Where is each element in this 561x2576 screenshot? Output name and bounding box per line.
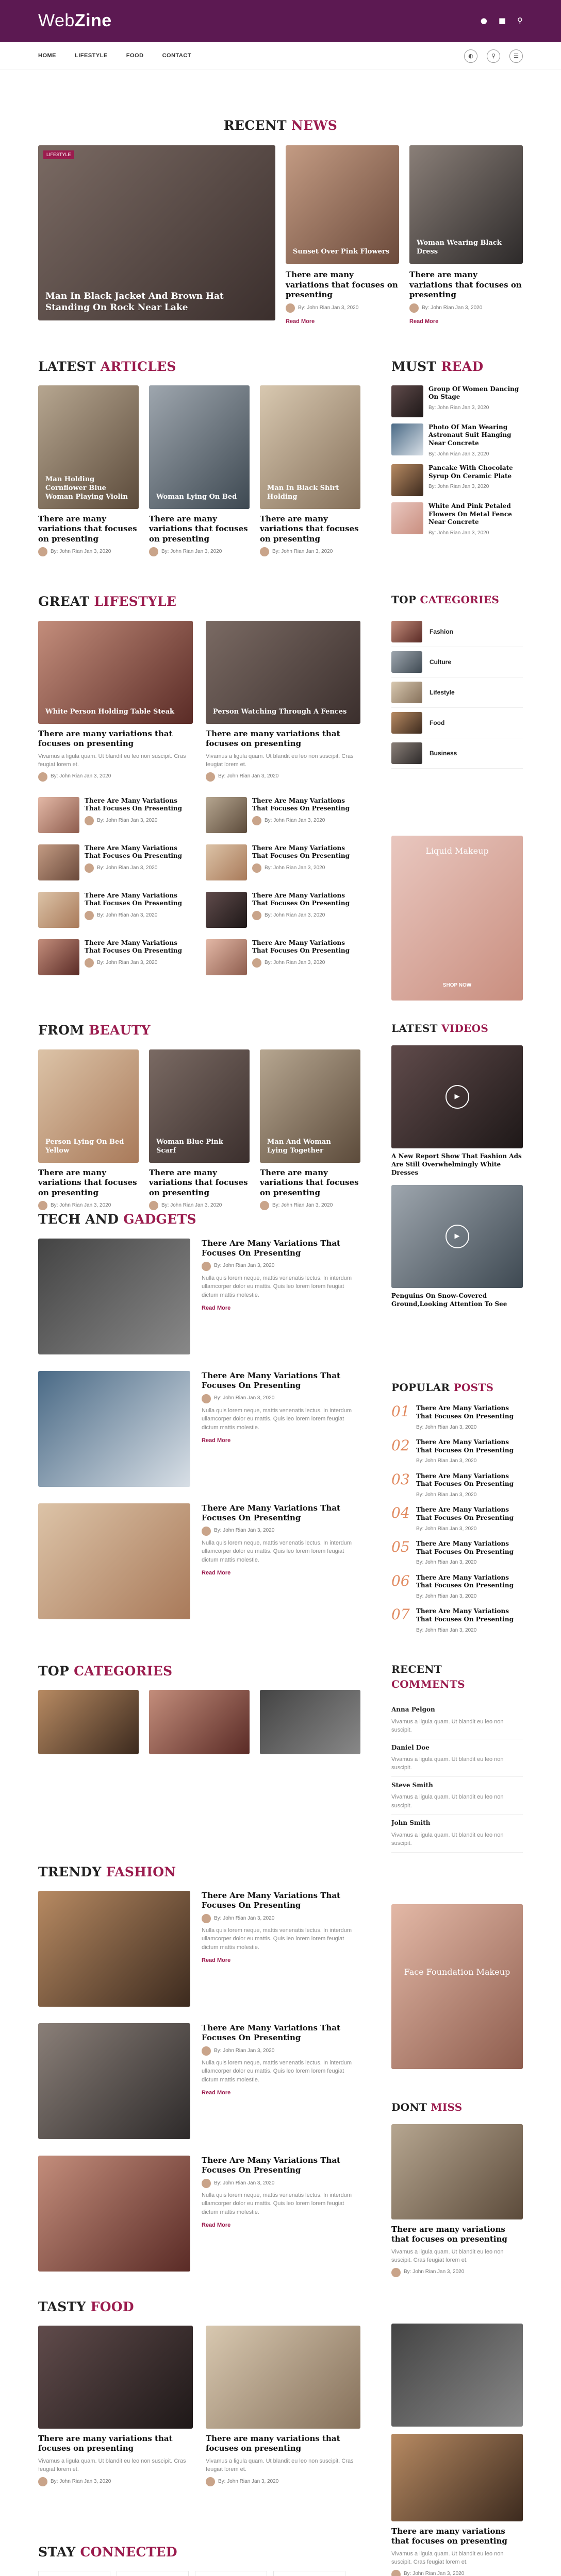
- avatar: [85, 863, 94, 873]
- comment-text: Vivamus a ligula quam. Ut blandit eu leo non suscipit.: [391, 1756, 504, 1771]
- twitter-follow[interactable]: [117, 2571, 189, 2576]
- excerpt: Nulla quis lorem neque, mattis venenatis lectus. In interdum ullamcorper dolor eu mattis. Quis leo lorem lorem feugiat dictum mattis molestie.: [202, 1539, 352, 1563]
- beauty-title[interactable]: There are many variations that focuses on presenting: [38, 1167, 137, 1197]
- byline: By: John Rian Jan 3, 2020: [214, 1263, 275, 1269]
- hero-title[interactable]: Man In Black Jacket And Brown Hat Standing On Rock Near Lake: [45, 291, 224, 313]
- beauty-title[interactable]: There are many variations that focuses on presenting: [260, 1167, 359, 1197]
- article-title[interactable]: There are many variations that focuses on presenting: [149, 514, 248, 544]
- avatar: [206, 772, 215, 782]
- article-overlay: Man In Black Shirt Holding: [267, 484, 339, 501]
- read-more-link[interactable]: Read More: [202, 1957, 231, 1964]
- beauty-overlay: Man And Woman Lying Together: [267, 1138, 331, 1155]
- category-food[interactable]: [391, 708, 523, 738]
- avatar: [206, 2477, 215, 2486]
- video-thumb[interactable]: [391, 1045, 523, 1148]
- thumb: [391, 742, 422, 764]
- byline: By: John Rian Jan 3, 2020: [214, 1528, 275, 1534]
- tech-post: [38, 1371, 360, 1487]
- comment-text: Vivamus a ligula quam. Ut blandit eu leo non suscipit.: [391, 1832, 504, 1847]
- list-item[interactable]: [206, 939, 360, 975]
- byline: By: John Rian Jan 3, 2020: [416, 1560, 477, 1566]
- hero-image[interactable]: [38, 145, 275, 320]
- read-more-link[interactable]: Read More: [286, 318, 315, 325]
- byline: By: John Rian Jan 3, 2020: [422, 304, 483, 311]
- rank: 05: [391, 1538, 410, 1556]
- article-image[interactable]: [149, 385, 250, 509]
- menu-icon[interactable]: ☰: [509, 49, 523, 63]
- fashion-post: [38, 1891, 360, 2007]
- item-title: There Are Many Variations That Focuses On Presenting: [252, 939, 350, 955]
- crowd-image[interactable]: [391, 2434, 523, 2521]
- tech-image[interactable]: [38, 1371, 190, 1487]
- byline: By: John Rian Jan 3, 2020: [97, 817, 158, 823]
- recent-news-section: [38, 70, 523, 327]
- item-title: Pancake With Chocolate Syrup On Ceramic Plate: [428, 464, 513, 480]
- avatar: [391, 2570, 401, 2576]
- byline: By: John Rian Jan 3, 2020: [416, 1526, 477, 1532]
- recent-news-heading: RECENT NEWS: [223, 118, 338, 133]
- popular-item[interactable]: [391, 1540, 523, 1567]
- fashion-post: [38, 2023, 360, 2139]
- thumb: [206, 797, 247, 833]
- cart-icon[interactable]: ■: [498, 16, 506, 26]
- must-read-item[interactable]: [391, 464, 523, 496]
- avatar: [260, 547, 269, 556]
- avatar: [85, 958, 94, 968]
- lifestyle-title[interactable]: There are many variations that focuses on presenting: [38, 728, 173, 749]
- video-thumb[interactable]: [391, 1185, 523, 1288]
- liquid-makeup-ad[interactable]: [391, 836, 523, 1001]
- article-image[interactable]: [38, 385, 139, 509]
- category-tile[interactable]: [38, 1690, 139, 1754]
- item-title: Group Of Women Dancing On Stage: [428, 385, 519, 401]
- item-title: White And Pink Petaled Flowers On Metal Fence Near Concrete: [428, 502, 512, 526]
- food-title[interactable]: There are many variations that focuses on presenting: [38, 2433, 173, 2453]
- shop-now-link[interactable]: SHOP NOW: [442, 982, 472, 988]
- fashion-post: [38, 2156, 360, 2272]
- dont-miss-image[interactable]: [391, 2124, 523, 2219]
- avatar: [286, 303, 295, 313]
- pinterest-follow[interactable]: [273, 2571, 345, 2576]
- nav-bar: [0, 42, 561, 70]
- byline: By: John Rian Jan 3, 2020: [265, 865, 325, 871]
- byline: By: John Rian Jan 3, 2020: [97, 912, 158, 918]
- beauty-image[interactable]: [149, 1049, 250, 1163]
- tech-post: [38, 1503, 360, 1619]
- excerpt: Nulla quis lorem neque, mattis venenatis lectus. In interdum ullamcorper dolor eu mattis. Quis leo lorem lorem feugiat dictum mattis molestie.: [202, 1407, 352, 1431]
- byline: By: John Rian Jan 3, 2020: [51, 773, 111, 779]
- lifestyle-title[interactable]: There are many variations that focuses on presenting: [206, 728, 340, 749]
- item-title: There Are Many Variations That Focuses On Presenting: [416, 1438, 514, 1454]
- must-read-item[interactable]: [391, 385, 523, 417]
- byline: By: John Rian Jan 3, 2020: [404, 2269, 465, 2275]
- avatar: [38, 2477, 47, 2486]
- list-item[interactable]: [38, 939, 193, 975]
- popular-item[interactable]: [391, 1438, 523, 1465]
- category-label: Business: [430, 749, 457, 757]
- play-icon[interactable]: ▶: [446, 1225, 469, 1248]
- tech-image[interactable]: [38, 1503, 190, 1619]
- byline: By: John Rian Jan 3, 2020: [428, 530, 489, 536]
- item-title: There Are Many Variations That Focuses On Presenting: [416, 1506, 514, 1521]
- byline: By: John Rian Jan 3, 2020: [214, 1395, 275, 1401]
- byline: By: John Rian Jan 3, 2020: [51, 2478, 111, 2484]
- lifestyle-overlay: Person Watching Through A Fences: [213, 707, 347, 716]
- food-title[interactable]: There are many variations that focuses on presenting: [206, 2433, 340, 2453]
- comment-author: Daniel Doe: [391, 1743, 430, 1751]
- read-more-link[interactable]: Read More: [202, 1305, 231, 1312]
- video-title[interactable]: A New Report Show That Fashion Ads Are Still Overwhelmingly White Dresses: [391, 1153, 522, 1176]
- list-item[interactable]: [206, 844, 360, 880]
- avatar: [202, 1527, 211, 1536]
- popular-item[interactable]: [391, 1472, 523, 1499]
- fashion-section: TRENDY FASHION There Are Many Variations That Focuses On Presenting By: John Rian Jan 3, 2020 Nulla quis lorem neque, mattis venenatis lectus. In interdum ullamcorper dolor eu mattis. Quis leo lorem lorem feugiat dictum mattis molestie. Read More There Are Many Variations That Focuses On Presenting By: John Rian Jan 3, 2020 Nulla quis lorem neque, mattis venenatis lectus. In interdum ullamcorper dolor eu mattis. Quis leo lorem lorem feugiat dictum mattis molestie. Read More There Are Many Variations That Focuses On Presenting By: John Rian Jan 3, 2020 Nulla quis lorem neque, mattis venenatis lectus. In interdum ullamcorper dolor eu mattis. Quis leo lorem lorem feugiat dictum mattis molestie. Read More Face Foundation Makeup DONT MISS There are many variations that focuses on presenting Vivamus a ligula quam. Ut blandit eu leo non suscipit. Cras feugiat lorem et. By: John Rian Jan 3, 2020: [38, 1863, 523, 2277]
- comment-text: Vivamus a ligula quam. Ut blandit eu leo non suscipit.: [391, 1794, 504, 1809]
- popular-item[interactable]: [391, 1607, 523, 1634]
- video-title[interactable]: Penguins On Snow-Covered Ground,Looking Attention To See: [391, 1292, 507, 1308]
- item-title: There Are Many Variations That Focuses On Presenting: [252, 796, 350, 812]
- beauty-section: FROM BEAUTY Person Lying On Bed Yellow There are many variations that focuses on presenting By: John Rian Jan 3, 2020 Woman Blue Pink Scarf There are many variations that focuses on presenting By: John Rian Jan 3, 2020 Man And Woman Lying Together There are many variations that focuses on presenting By: John Rian Jan 3, 2020 LATEST VIDEOS ▶ A New Report Show That Fashion Ads Are Still Overwhelmingly White Dresses ▶ Penguins On Snow-Covered Ground,Looking Attention To See: [38, 1021, 523, 1308]
- fashion-image[interactable]: [38, 2156, 190, 2272]
- thumb: [391, 712, 422, 734]
- thumb: [391, 651, 422, 673]
- stay-connected-section: STAY CONNECTED: [38, 2543, 523, 2576]
- food-image[interactable]: [206, 2326, 360, 2429]
- article-overlay: Man Holding Cornflower Blue Woman Playing Violin: [45, 476, 128, 501]
- user-icon[interactable]: ●: [480, 16, 487, 26]
- item-title: Photo Of Man Wearing Astronaut Suit Hanging Near Concrete: [428, 423, 512, 447]
- news-overlay: Woman Wearing Black Dress: [417, 239, 502, 256]
- popular-item[interactable]: [391, 1404, 523, 1431]
- byline: By: John Rian Jan 3, 2020: [428, 405, 489, 411]
- byline: By: John Rian Jan 3, 2020: [214, 1915, 275, 1921]
- logo-part-b: Zine: [74, 11, 112, 31]
- read-more-link[interactable]: Read More: [202, 2222, 231, 2229]
- beauty-image[interactable]: [38, 1049, 139, 1163]
- beauty-image[interactable]: [260, 1049, 360, 1163]
- excerpt: Vivamus a ligula quam. Ut blandit eu leo non suscipit. Cras feugiat lorem et.: [206, 753, 354, 768]
- lifestyle-image[interactable]: [206, 621, 360, 724]
- excerpt: Nulla quis lorem neque, mattis venenatis lectus. In interdum ullamcorper dolor eu mattis. Quis leo lorem lorem feugiat dictum mattis molestie.: [202, 2192, 352, 2215]
- logo-part-a: Web: [38, 11, 75, 31]
- tech-post: [38, 1239, 360, 1354]
- tech-image[interactable]: [38, 1239, 190, 1354]
- fashion-image[interactable]: [38, 1891, 190, 2007]
- avatar: [85, 816, 94, 825]
- item-title: There Are Many Variations That Focuses On Presenting: [252, 844, 350, 860]
- byline: By: John Rian Jan 3, 2020: [97, 865, 158, 871]
- beauty-overlay: Person Lying On Bed Yellow: [45, 1138, 124, 1155]
- comment-author: Steve Smith: [391, 1781, 433, 1789]
- thumb: [206, 939, 247, 975]
- excerpt: Vivamus a ligula quam. Ut blandit eu leo non suscipit. Cras feugiat lorem et.: [38, 2458, 186, 2473]
- byline: By: John Rian Jan 3, 2020: [416, 1627, 477, 1633]
- tech-title[interactable]: There Are Many Variations That Focuses On Presenting: [202, 1503, 340, 1523]
- nav-contact[interactable]: CONTACT: [162, 53, 192, 59]
- item-title: There Are Many Variations That Focuses On Presenting: [416, 1404, 514, 1420]
- top-bar: [0, 0, 561, 42]
- avatar: [202, 1914, 211, 1923]
- lifestyle-overlay: White Person Holding Table Steak: [45, 707, 175, 716]
- thumb: [391, 385, 423, 417]
- byline: By: John Rian Jan 3, 2020: [161, 1202, 222, 1208]
- item-title: There Are Many Variations That Focuses On Presenting: [416, 1472, 514, 1488]
- item-title: There Are Many Variations That Focuses On Presenting: [85, 939, 183, 955]
- thumb: [206, 892, 247, 928]
- rank: 02: [391, 1437, 410, 1454]
- news-overlay: Sunset Over Pink Flowers: [293, 248, 390, 256]
- item-title: There Are Many Variations That Focuses On Presenting: [252, 891, 350, 907]
- byline: By: John Rian Jan 3, 2020: [218, 2478, 279, 2484]
- byline: By: John Rian Jan 3, 2020: [214, 2180, 275, 2186]
- lifestyle-image[interactable]: [38, 621, 193, 724]
- avatar: [252, 863, 261, 873]
- item-title: There Are Many Variations That Focuses On Presenting: [416, 1540, 514, 1555]
- must-read-item[interactable]: [391, 423, 523, 458]
- beauty-overlay: Woman Blue Pink Scarf: [156, 1138, 223, 1155]
- rank: 03: [391, 1470, 410, 1488]
- avatar: [85, 911, 94, 920]
- excerpt: Nulla quis lorem neque, mattis venenatis lectus. In interdum ullamcorper dolor eu mattis. Quis leo lorem lorem feugiat dictum mattis molestie.: [202, 1275, 352, 1298]
- read-more-link[interactable]: Read More: [202, 1437, 231, 1444]
- thumb: [391, 621, 422, 642]
- thumb: [38, 939, 79, 975]
- avatar: [202, 2179, 211, 2188]
- avatar: [149, 547, 158, 556]
- avatar: [38, 1201, 47, 1210]
- fashion-image[interactable]: [38, 2023, 190, 2139]
- byline: By: John Rian Jan 3, 2020: [51, 549, 111, 555]
- lifestyle-section: GREAT LIFESTYLE White Person Holding Table Steak There are many variations that focuses on presenting Vivamus a ligula quam. Ut blandit eu leo non suscipit. Cras feugiat lorem et. By: John Rian Jan 3, 2020 Person Watching Through A Fences There are many variations that focuses on presenting Vivamus a ligula quam. Ut blandit eu leo non suscipit. Cras feugiat lorem et. By: John Rian Jan 3, 2020 There Are Many Variations That Focuses On Presenting By: John Rian Jan 3, 2020 There Are Many Variations That Focuses On Presenting By: John Rian Jan 3, 2020 There Are Many Variations That Focuses On Presenting By: John Rian Jan 3, 2020 There Are Many Variations That Focuses On Presenting By: John Rian Jan 3, 2020 There Are Many Variations That Focuses On Presenting By: John Rian Jan 3, 2020 There Are Many Variations That Focuses On Presenting By: John Rian Jan 3, 2020 There Are Many Variations That Focuses On Presenting By: John Rian Jan 3, 2020 There Are Many Variations That Focuses On Presenting By: John Rian Jan 3, 2020 TOP CATEGORIES Fashion Culture Lifestyle Food Business Liquid Makeup SHOP NOW: [38, 592, 523, 1001]
- article-overlay: Woman Lying On Bed: [156, 493, 237, 501]
- avatar: [38, 772, 47, 782]
- byline: By: John Rian Jan 3, 2020: [218, 773, 279, 779]
- google-follow[interactable]: [195, 2571, 267, 2576]
- dont-miss-title[interactable]: There are many variations that focuses on presenting: [391, 2224, 507, 2244]
- byline: By: John Rian Jan 3, 2020: [416, 1424, 477, 1430]
- search-icon[interactable]: ⚲: [517, 16, 523, 26]
- item-title: There Are Many Variations That Focuses On Presenting: [85, 891, 183, 907]
- play-icon[interactable]: ▶: [446, 1085, 469, 1109]
- category-label: Food: [430, 719, 445, 726]
- rank: 01: [391, 1403, 410, 1420]
- byline: By: John Rian Jan 3, 2020: [272, 549, 333, 555]
- item-title: There Are Many Variations That Focuses On Presenting: [85, 796, 183, 812]
- category-fashion[interactable]: [391, 617, 523, 647]
- avatar: [202, 2046, 211, 2056]
- excerpt: Vivamus a ligula quam. Ut blandit eu leo non suscipit. Cras feugiat lorem et.: [391, 2550, 504, 2566]
- excerpt: Nulla quis lorem neque, mattis venenatis lectus. In interdum ullamcorper dolor eu mattis. Quis leo lorem lorem feugiat dictum mattis molestie.: [202, 1927, 352, 1951]
- avatar: [409, 303, 419, 313]
- byline: By: John Rian Jan 3, 2020: [214, 2047, 275, 2054]
- avatar: [252, 911, 261, 920]
- avatar: [149, 1201, 158, 1210]
- byline: By: John Rian Jan 3, 2020: [404, 2571, 465, 2576]
- byline: By: John Rian Jan 3, 2020: [265, 959, 325, 965]
- avatar: [252, 816, 261, 825]
- thumb: [206, 844, 247, 880]
- comment-item[interactable]: [391, 1739, 523, 1777]
- category-business[interactable]: [391, 738, 523, 769]
- article-title[interactable]: There are many variations that focuses on presenting: [260, 514, 359, 544]
- thumb: [38, 797, 79, 833]
- facebook-follow[interactable]: [38, 2571, 110, 2576]
- ad-title: Liquid Makeup: [425, 846, 489, 856]
- nav-home[interactable]: HOME: [38, 53, 56, 59]
- read-more-link[interactable]: Read More: [409, 318, 439, 325]
- news-image[interactable]: [286, 145, 399, 264]
- comment-item[interactable]: [391, 1815, 523, 1852]
- comment-item[interactable]: [391, 1701, 523, 1739]
- avatar: [252, 958, 261, 968]
- category-lifestyle[interactable]: [391, 677, 523, 708]
- excerpt: Vivamus a ligula quam. Ut blandit eu leo non suscipit. Cras feugiat lorem et.: [391, 2248, 504, 2264]
- rank: 07: [391, 1606, 410, 1623]
- excerpt: Vivamus a ligula quam. Ut blandit eu leo non suscipit. Cras feugiat lorem et.: [38, 753, 186, 768]
- avatar: [260, 1201, 269, 1210]
- nav-food[interactable]: FOOD: [126, 53, 144, 59]
- comment-author: John Smith: [391, 1819, 431, 1827]
- food-side-image[interactable]: [391, 2324, 523, 2427]
- articles-section: LATEST ARTICLES Man Holding Cornflower Blue Woman Playing Violin There are many variations that focuses on presenting By: John Rian Jan 3, 2020 Woman Lying On Bed There are many variations that focuses on presenting By: John Rian Jan 3, 2020 Man In Black Shirt Holding There are many variations that focuses on presenting By: John Rian Jan 3, 2020 MUST READ Group Of Women Dancing On Stage By: John Rian Jan 3, 2020 Photo Of Man Wearing Astronaut Suit Hanging Near Concrete By: John Rian Jan 3, 2020 Pancake With Chocolate Syrup On Ceramic Plate By: John Rian Jan 3, 2020 White And Pink Petaled Flowers On Metal Fence Near Concrete By: John Rian Jan 3, 2020: [38, 358, 523, 557]
- category-label: Fashion: [430, 628, 454, 635]
- categories-section: TOP CATEGORIES RECENT COMMENTS Anna Pelgon Vivamus a ligula quam. Ut blandit eu leo non suscipit. Daniel Doe Vivamus a ligula quam. Ut blandit eu leo non suscipit. Steve Smith Vivamus a ligula quam. Ut blandit eu leo non suscipit. John Smith Vivamus a ligula quam. Ut blandit eu leo non suscipit.: [38, 1662, 523, 1853]
- ad-title: Face Foundation Makeup: [404, 1967, 510, 1977]
- byline: By: John Rian Jan 3, 2020: [428, 451, 489, 457]
- thumb: [391, 682, 422, 703]
- comment-item[interactable]: [391, 1777, 523, 1815]
- rank: 06: [391, 1572, 410, 1589]
- thumb: [391, 502, 423, 534]
- comment-text: Vivamus a ligula quam. Ut blandit eu leo non suscipit.: [391, 1718, 504, 1734]
- fashion-title[interactable]: There Are Many Variations That Focuses On Presenting: [202, 2023, 340, 2043]
- list-item[interactable]: [38, 844, 193, 880]
- excerpt: Vivamus a ligula quam. Ut blandit eu leo non suscipit. Cras feugiat lorem et.: [206, 2458, 354, 2473]
- fashion-title[interactable]: There Are Many Variations That Focuses On Presenting: [202, 2155, 340, 2175]
- list-item[interactable]: [206, 797, 360, 833]
- news-title[interactable]: There are many variations that focuses on presenting: [409, 270, 522, 300]
- theme-toggle-icon[interactable]: ◐: [464, 49, 477, 63]
- byline: By: John Rian Jan 3, 2020: [416, 1458, 477, 1464]
- food-section: TASTY FOOD There are many variations that focuses on presenting Vivamus a ligula quam. Ut blandit eu leo non suscipit. Cras feugiat lorem et. By: John Rian Jan 3, 2020 There are many variations that focuses on presenting Vivamus a ligula quam. Ut blandit eu leo non suscipit. Cras feugiat lorem et. By: John Rian Jan 3, 2020 There are many variations that focuses on presenting Vivamus a ligula quam. Ut blandit eu leo non suscipit. Cras feugiat lorem et. By: John Rian Jan 3, 2020: [38, 2298, 523, 2576]
- category-culture[interactable]: [391, 647, 523, 677]
- byline: By: John Rian Jan 3, 2020: [416, 1593, 477, 1599]
- list-item[interactable]: [38, 797, 193, 833]
- read-more-link[interactable]: Read More: [202, 2090, 231, 2096]
- thumb: [38, 844, 79, 880]
- tech-section: TECH AND GADGETS There Are Many Variations That Focuses On Presenting By: John Rian Jan 3, 2020 Nulla quis lorem neque, mattis venenatis lectus. In interdum ullamcorper dolor eu mattis. Quis leo lorem lorem feugiat dictum mattis molestie. Read More There Are Many Variations That Focuses On Presenting By: John Rian Jan 3, 2020 Nulla quis lorem neque, mattis venenatis lectus. In interdum ullamcorper dolor eu mattis. Quis leo lorem lorem feugiat dictum mattis molestie. Read More There Are Many Variations That Focuses On Presenting By: John Rian Jan 3, 2020 Nulla quis lorem neque, mattis venenatis lectus. In interdum ullamcorper dolor eu mattis. Quis leo lorem lorem feugiat dictum mattis molestie. Read More POPULAR POSTS 01 There Are Many Variations That Focuses On Presenting By: John Rian Jan 3, 2020 02 There Are Many Variations That Focuses On Presenting By: John Rian Jan 3, 2020 03 There Are Many Variations That Focuses On Presenting By: John Rian Jan 3, 2020 04 There Are Many Variations That Focuses On Presenting By: John Rian Jan 3, 2020 05 There Are Many Variations That Focuses On Presenting By: John Rian Jan 3, 2020 06 There Are Many Variations That Focuses On Presenting By: John Rian Jan 3, 2020 07 There Are Many Variations That Focuses On Presenting By: John Rian Jan 3, 2020: [38, 1210, 523, 1641]
- popular-item[interactable]: [391, 1506, 523, 1533]
- avatar: [38, 547, 47, 556]
- article-image[interactable]: [260, 385, 360, 509]
- thumb: [38, 892, 79, 928]
- category-label: Culture: [430, 658, 451, 666]
- thumb: [391, 464, 423, 496]
- popular-item[interactable]: [391, 1574, 523, 1601]
- foundation-ad[interactable]: [391, 1904, 523, 2069]
- avatar: [391, 2268, 401, 2277]
- byline: By: John Rian Jan 3, 2020: [51, 1202, 111, 1208]
- tech-title[interactable]: There Are Many Variations That Focuses On Presenting: [202, 1370, 340, 1391]
- thumb: [391, 423, 423, 455]
- category-tile[interactable]: [260, 1690, 360, 1754]
- read-more-link[interactable]: Read More: [202, 1570, 231, 1577]
- list-item[interactable]: [38, 892, 193, 928]
- list-item[interactable]: [206, 892, 360, 928]
- rank: 04: [391, 1504, 410, 1522]
- news-title[interactable]: There are many variations that focuses on presenting: [286, 270, 398, 300]
- category-tile[interactable]: [149, 1690, 250, 1754]
- category-badge: LIFESTYLE: [43, 150, 74, 159]
- search-toggle-icon[interactable]: ⚲: [487, 49, 500, 63]
- byline: By: John Rian Jan 3, 2020: [161, 549, 222, 555]
- comment-author: Anna Pelgon: [391, 1706, 435, 1714]
- item-title: There Are Many Variations That Focuses On Presenting: [85, 844, 183, 860]
- tech-title[interactable]: There Are Many Variations That Focuses On Presenting: [202, 1238, 340, 1258]
- fashion-title[interactable]: There Are Many Variations That Focuses On Presenting: [202, 1890, 340, 1910]
- byline: By: John Rian Jan 3, 2020: [428, 484, 489, 490]
- byline: By: John Rian Jan 3, 2020: [272, 1202, 333, 1208]
- news-image[interactable]: [409, 145, 523, 264]
- category-label: Lifestyle: [430, 688, 455, 696]
- avatar: [202, 1394, 211, 1403]
- article-title[interactable]: There are many variations that focuses on presenting: [38, 514, 137, 544]
- side-title[interactable]: There are many variations that focuses on presenting: [391, 2526, 507, 2546]
- byline: By: John Rian Jan 3, 2020: [265, 817, 325, 823]
- nav-lifestyle[interactable]: LIFESTYLE: [75, 53, 108, 59]
- food-image[interactable]: [38, 2326, 193, 2429]
- byline: By: John Rian Jan 3, 2020: [298, 304, 359, 311]
- byline: By: John Rian Jan 3, 2020: [265, 912, 325, 918]
- item-title: There Are Many Variations That Focuses On Presenting: [416, 1607, 514, 1623]
- byline: By: John Rian Jan 3, 2020: [416, 1492, 477, 1498]
- beauty-title[interactable]: There are many variations that focuses on presenting: [149, 1167, 248, 1197]
- item-title: There Are Many Variations That Focuses On Presenting: [416, 1573, 514, 1589]
- excerpt: Nulla quis lorem neque, mattis venenatis lectus. In interdum ullamcorper dolor eu mattis. Quis leo lorem lorem feugiat dictum mattis molestie.: [202, 2059, 352, 2083]
- must-read-item[interactable]: [391, 502, 523, 537]
- avatar: [202, 1262, 211, 1271]
- site-logo[interactable]: [38, 8, 112, 33]
- byline: By: John Rian Jan 3, 2020: [97, 959, 158, 965]
